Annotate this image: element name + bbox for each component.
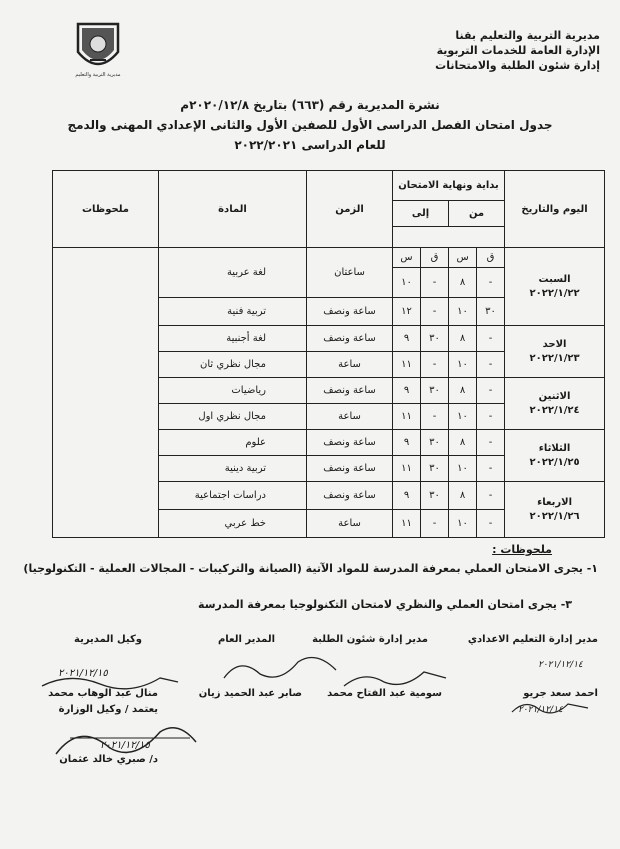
header-subject: المادة — [159, 171, 307, 248]
day-date: ٢٠٢٢/١/٢٢ — [529, 287, 580, 299]
header-start-end: بداية ونهاية الامتحان — [393, 171, 505, 201]
to-s: ١١ — [393, 456, 421, 482]
header-block — [420, 28, 600, 73]
to-q: ٣٠ — [421, 430, 449, 456]
sig-name-deputy: منال عبد الوهاب محمد — [48, 688, 158, 699]
duration-cell: ساعة ونصف — [307, 378, 393, 404]
day-cell — [505, 378, 605, 430]
subject-cell: مجال نظري اول — [159, 404, 307, 430]
unit-row — [53, 248, 605, 268]
note-3: ٣- يجرى امتحان العملي والنظري لامتحان التكنولوجيا بمعرفة المدرسة — [198, 598, 572, 611]
duration-cell: ساعة ونصف — [307, 482, 393, 510]
sig-date: ٢٠٢١/١٢/١٥ — [100, 740, 150, 751]
notes-cell — [53, 248, 159, 538]
from-s: ٨ — [449, 378, 477, 404]
sig-title-deputy: وكيل المديرية — [74, 634, 142, 645]
from-q: - — [477, 326, 505, 352]
from-s: ٨ — [449, 430, 477, 456]
day-cell — [505, 248, 605, 326]
sig-title-student-affairs: مدير إدارة شئون الطلبة — [312, 634, 428, 645]
note-1: ١- يجرى الامتحان العملي بمعرفة المدرسة للمواد الآتية (الصيانة والتركيبات - المجالات العملية - التكنولوجيا) — [23, 562, 598, 575]
from-s: ١٠ — [449, 352, 477, 378]
unit-label: س — [393, 248, 421, 268]
to-q: - — [421, 404, 449, 430]
duration-cell: ساعة — [307, 404, 393, 430]
to-s: ١٠ — [393, 268, 421, 298]
title-block — [60, 98, 560, 152]
to-q: ٣٠ — [421, 482, 449, 510]
sig-title-prep-director: مدير إدارة التعليم الاعدادي — [467, 634, 598, 645]
undersecretary-name: د/ صبري خالد عثمان — [59, 754, 158, 765]
to-s: ٩ — [393, 326, 421, 352]
to-s: ١٢ — [393, 298, 421, 326]
sig-date: ٢٠٢١/١٢/١٥ — [58, 668, 108, 679]
duration-cell: ساعة — [307, 510, 393, 538]
from-s: ١٠ — [449, 456, 477, 482]
unit-label: ق — [421, 248, 449, 268]
sig-name-general-director: صابر عبد الحميد زيان — [198, 688, 302, 699]
from-s: ٨ — [449, 326, 477, 352]
to-q: - — [421, 510, 449, 538]
unit-label: ق — [477, 248, 505, 268]
ministry-logo-icon — [70, 14, 126, 80]
header-to: إلى — [393, 201, 449, 227]
day-date: ٢٠٢٢/١/٢٦ — [529, 510, 580, 522]
day-date: ٢٠٢٢/١/٢٣ — [529, 352, 580, 364]
day-name: الاحد — [542, 338, 567, 350]
header-line: إدارة شئون الطلبة والامتحانات — [435, 59, 600, 72]
to-s: ٩ — [393, 482, 421, 510]
to-q: - — [421, 298, 449, 326]
from-q: - — [477, 456, 505, 482]
to-q: - — [421, 352, 449, 378]
signature-scribble — [510, 696, 590, 720]
day-name: الاربعاء — [537, 496, 572, 508]
from-q: - — [477, 404, 505, 430]
day-date: ٢٠٢٢/١/٢٥ — [529, 456, 580, 468]
logo-text: مديرية التربية والتعليم — [75, 72, 121, 78]
header-duration: الزمن — [307, 171, 393, 248]
signature-scribble — [220, 650, 340, 686]
subject-cell: رياضيات — [159, 378, 307, 404]
subject-cell: تربية دينية — [159, 456, 307, 482]
subject-cell: لغة عربية — [159, 248, 307, 298]
to-q: - — [421, 268, 449, 298]
unit-label: س — [449, 248, 477, 268]
day-name: السبت — [538, 273, 571, 285]
to-s: ١١ — [393, 404, 421, 430]
sig-title-general-director: المدير العام — [217, 634, 275, 645]
sig-name-prep-director: احمد سعد جريو — [523, 688, 598, 699]
from-s: ٨ — [449, 482, 477, 510]
from-q: - — [477, 510, 505, 538]
duration-cell: ساعة ونصف — [307, 430, 393, 456]
sig-date: ٢٠٢١/١٢/١٤ — [518, 705, 563, 715]
to-s: ١١ — [393, 352, 421, 378]
to-s: ٩ — [393, 378, 421, 404]
subject-cell: دراسات اجتماعية — [159, 482, 307, 510]
day-cell — [505, 430, 605, 482]
day-date: ٢٠٢٢/١/٢٤ — [529, 404, 580, 416]
subject-cell: لغة أجنبية — [159, 326, 307, 352]
to-s: ٩ — [393, 430, 421, 456]
to-q: ٣٠ — [421, 456, 449, 482]
duration-cell: ساعة ونصف — [307, 456, 393, 482]
day-cell — [505, 326, 605, 378]
header-line: الإدارة العامة للخدمات التربوية — [436, 44, 600, 57]
bulletin-title: نشرة المديرية رقم (٦٦٣) بتاريخ ٢٠٢٠/١٢/٨م — [180, 98, 440, 112]
header-day-date: اليوم والتاريخ — [505, 171, 605, 248]
from-q: ٣٠ — [477, 298, 505, 326]
from-q: - — [477, 378, 505, 404]
from-q: - — [477, 482, 505, 510]
sig-name-student-affairs: سومية عبد الفتاح محمد — [327, 688, 442, 699]
notes-heading: ملحوظات : — [492, 543, 552, 556]
to-q: ٣٠ — [421, 378, 449, 404]
from-q: - — [477, 268, 505, 298]
from-q: - — [477, 352, 505, 378]
subject-cell: مجال نظري ثان — [159, 352, 307, 378]
day-cell — [505, 482, 605, 538]
duration-cell: ساعتان — [307, 248, 393, 298]
year-title: للعام الدراسى ٢٠٢٢/٢٠٢١ — [234, 138, 386, 152]
schedule-title: جدول امتحان الفصل الدراسى الأول للصفين الأول والثانى الإعدادي المهنى والدمج — [67, 118, 553, 132]
to-s: ١١ — [393, 510, 421, 538]
to-q: ٣٠ — [421, 326, 449, 352]
duration-cell: ساعة — [307, 352, 393, 378]
from-s: ١٠ — [449, 510, 477, 538]
from-s: ١٠ — [449, 298, 477, 326]
from-q: - — [477, 430, 505, 456]
subject-cell: علوم — [159, 430, 307, 456]
header-line: مديرية التربية والتعليم بقنا — [455, 29, 600, 42]
header-from: من — [449, 201, 505, 227]
from-s: ٨ — [449, 268, 477, 298]
from-s: ١٠ — [449, 404, 477, 430]
header-notes: ملحوظات — [53, 171, 159, 248]
day-name: الثلاثاء — [538, 442, 571, 454]
exam-schedule-table — [52, 170, 605, 538]
duration-cell: ساعة ونصف — [307, 326, 393, 352]
approval-label: يعتمد / وكيل الوزارة — [58, 704, 158, 715]
duration-cell: ساعة ونصف — [307, 298, 393, 326]
header-row — [53, 171, 605, 201]
day-name: الاثنين — [538, 390, 571, 402]
subject-cell: خط عربي — [159, 510, 307, 538]
sig-date: ٢٠٢١/١٢/١٤ — [538, 660, 583, 670]
subject-cell: تربية فنية — [159, 298, 307, 326]
